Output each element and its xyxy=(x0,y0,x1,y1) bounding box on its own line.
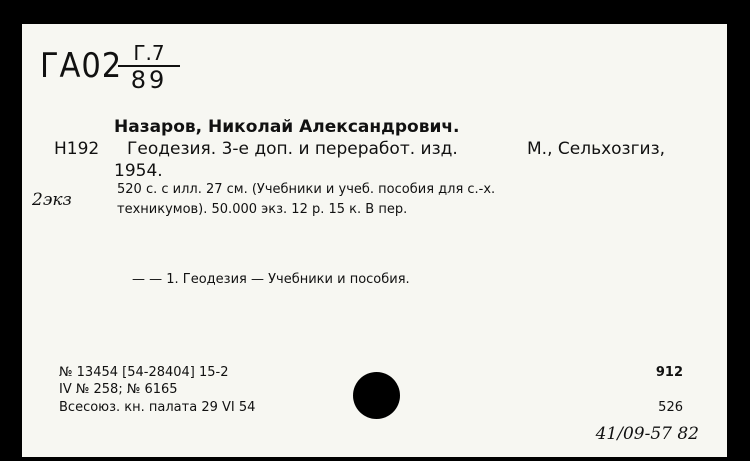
handwritten-copies-note: 2экз xyxy=(32,190,72,210)
registry-number: № 13454 [54-28404] 15-2 xyxy=(59,365,229,380)
shelf-fraction xyxy=(118,43,180,93)
subject-heading: — — 1. Геодезия — Учебники и пособия. xyxy=(132,272,410,287)
call-number: Н192 xyxy=(54,139,100,159)
physical-description: 520 с. с илл. 27 см. (Учебники и учеб. пособия для с.-х. xyxy=(117,182,496,197)
book-chamber-stamp: Всесоюз. кн. палата 29 VI 54 xyxy=(59,400,256,415)
series-number: IV № 258; № 6165 xyxy=(59,382,178,397)
publisher: М., Сельхозгиз, xyxy=(527,139,666,159)
classification-code-bottom: 526 xyxy=(658,400,683,415)
shelf-denominator: 89 xyxy=(130,66,168,94)
handwritten-code: 41/09-57 82 xyxy=(595,424,699,444)
author-heading: Назаров, Николай Александрович. xyxy=(114,117,460,137)
publication-year: 1954. xyxy=(114,161,163,181)
catalog-card xyxy=(22,24,727,457)
shelf-numerator: Г.7 xyxy=(118,43,180,67)
punch-hole xyxy=(353,372,400,419)
edition-details: техникумов). 50.000 экз. 12 р. 15 к. В пер. xyxy=(117,202,408,217)
classification-code-top: 912 xyxy=(655,365,683,380)
book-title: Геодезия. 3-е доп. и переработ. изд. xyxy=(127,139,458,159)
shelfmark: ГА02 xyxy=(40,46,123,86)
